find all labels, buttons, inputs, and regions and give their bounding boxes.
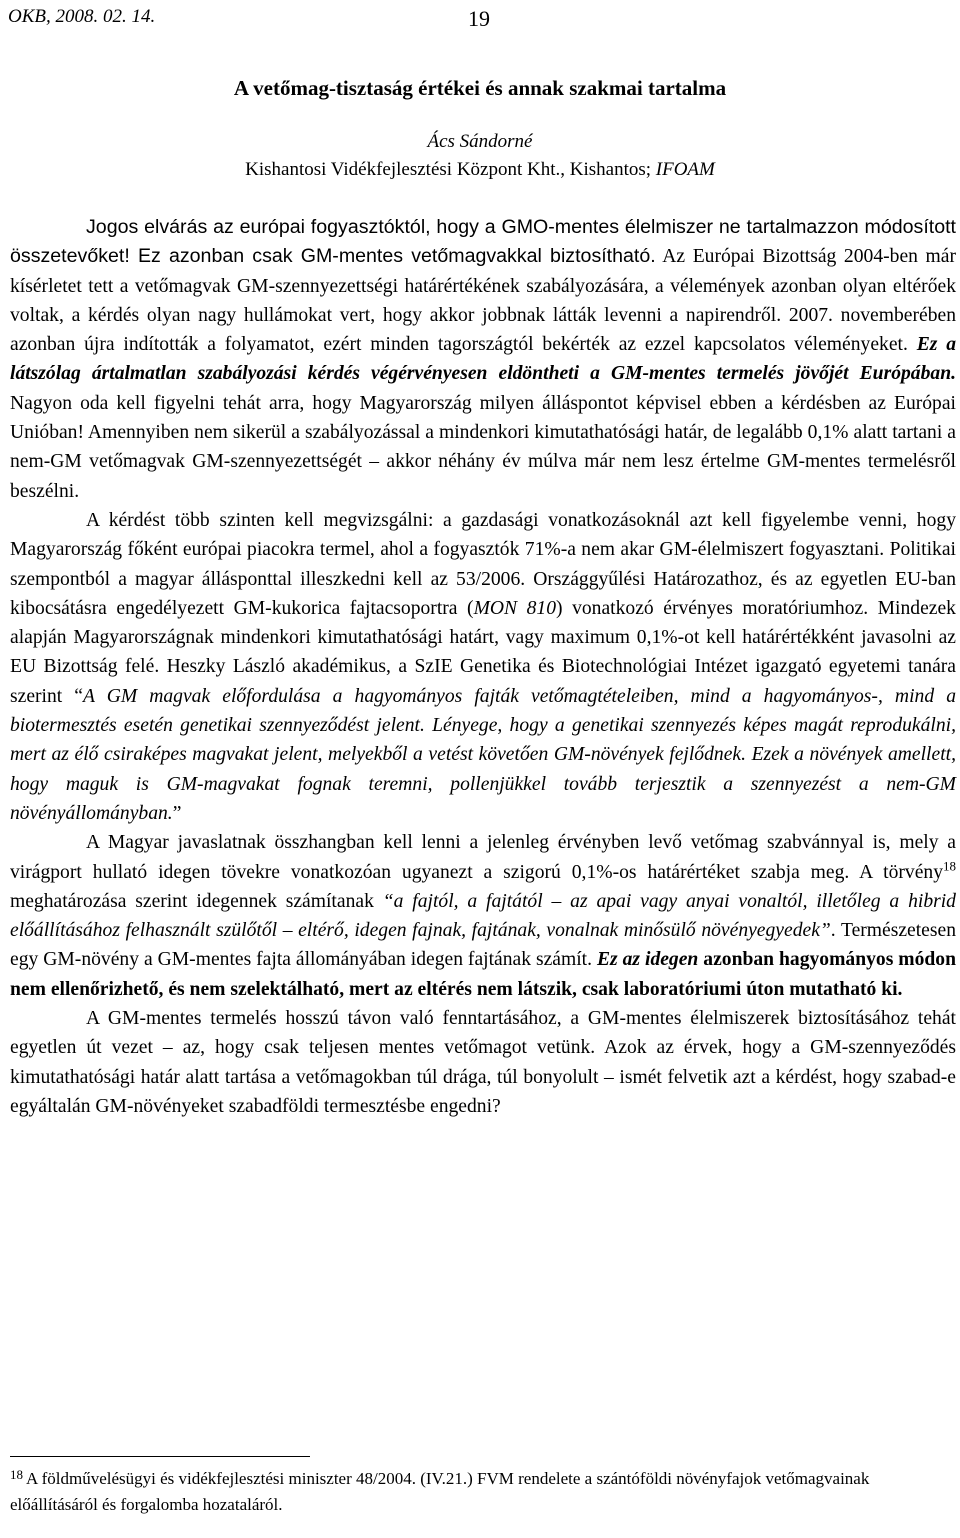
footnote-number: 18 [10, 1467, 23, 1482]
footnote-text [10, 1466, 956, 1518]
p3-text-a: A Magyar javaslatnak összhangban kell lenni a jelenleg érvényben levő vetőmag szabvánnyal is, mely a virágport hullató idegen tövekre vonatkozóan ugyanezt a szigorú 0,1%-os határértéket szabja meg. A törvény [10, 832, 956, 883]
p2-mon-italic: MON 810 [473, 597, 557, 619]
p2-quote: A GM magvak előfordulása a hagyományos fajták vetőmagtételeiben, mind a hagyományos-, mind a biotermesztés esetén genetikai szennyeződést jelent. Lényege, hogy a genetikai szennyezés képes magát reprodukálni, mert az élő csiraképes magvakat jelent, melyekből a vetést követően GM-növények fejlődnek. Ezek a növények amellett, hogy maguk is GM-magvakat fognak teremni, pollenjükkel tovább terjesztik a szennyezést a nem-GM növényállományban. [10, 685, 956, 824]
footnote-ref[interactable]: 18 [943, 858, 956, 873]
footnote-divider [10, 1456, 310, 1457]
affiliation-org: IFOAM [655, 159, 715, 180]
p1-text-b: Nagyon oda kell figyelni tehát arra, hogy Magyarország milyen álláspontot képvisel ebben a kérdésben az Európai Unióban! Amennyiben nem sikerül a szabályozással a mindenkori kimutathatósági határ, de legalább 0,1% alatt tartani a nem-GM vetőmagvak GM-szennyezettségét – akkor néhány év múlva már nem lesz értelme GM-mentes termelésről beszélni. [10, 392, 956, 502]
affiliation [0, 159, 960, 181]
p3-emphasis-b: azonban hagyományos módon nem ellenőrizhető, és nem szelektálható, mert az eltérés nem látszik, csak laboratóriumi úton mutatható ki. [10, 949, 956, 1000]
page-number: 19 [468, 6, 490, 31]
footnote-body: A földművelésügyi és vidékfejlesztési miniszter 48/2004. (IV.21.) FVM rendelete a szántóföldi növényfajok vetőmagvainak előállításáról és forgalomba hozataláról. [10, 1469, 870, 1514]
lead-sans-text: Jogos elvárás az európai fogyasztóktól, hogy a GMO-mentes élelmiszer ne tartalmazzon módosított összetevőket! Ez azonban csak GM-mentes vetőmagvakkal biztosítható. [10, 216, 956, 268]
p3-definition: “a fajtól, a fajtától – az apai vagy anyai vonaltól, illetőleg a hibrid előállításához felhasznált szülőtől – eltérő, idegen fajnak, fajtának, vonalnak minősülő növényegyedek” [10, 890, 956, 942]
p1-text-a: Az Európai Bizottság 2004-ben már kísérletet tett a vetőmagvak GM-szennyezettségi határértékének szabályozására, a vélemények azonban olyan eltérőek voltak, a kérdés olyan nagy hullámokat vert, hogy akkor jobbnak látták levenni a napirendről. 2007. novemberében azonban újra indították a folyamatot, ezért minden tagországtól bekérték az ezzel kapcsolatos véleményeket. [10, 246, 957, 356]
p1-emphasis: Ez a látszólag ártalmatlan szabályozási kérdés végérvényesen eldöntheti a GM-mentes termelés jövőjét Európában. [10, 334, 956, 385]
running-header: OKB, 2008. 02. 14. [8, 6, 156, 27]
p2-text-b: ) vonatkozó érvényes moratóriumhoz. Mindezek alapján Magyarországnak mindenkori kimutathatósági határt, vagy maximum 0,1%-ot kell határértékként javasolni az EU Bizottság felé. Heszky László akadémikus, a SzIE Genetika és Biotechnológiai Intézet igazgató egyetemi tanára szerint “ [10, 597, 956, 707]
p3-text-b: meghatározása szerint idegennek számítanak [10, 890, 383, 912]
p2-text-a: A kérdést több szinten kell megvizsgálni: a gazdasági vonatkozásoknál azt kell figyelembe venni, hogy Magyarország főként európai piacokra termel, ahol a fogyasztók 71%-a nem akar GM-élelmiszert fogyasztani. Politikai szempontból a magyar állásponttal illeszkedni kell az 53/2006. Országgyűlési Határozathoz, és az egyetlen EU-ban kibocsátásra engedélyezett GM-kukorica fajtacsoportra ( [10, 509, 956, 619]
author-name: Ács Sándorné [427, 131, 533, 152]
paragraph-2 [10, 506, 956, 828]
affiliation-text: Kishantosi Vidékfejlesztési Központ Kht., Kishantos; [245, 159, 652, 180]
p2-text-c: ” [172, 802, 182, 824]
paragraph-3 [10, 828, 956, 1004]
paragraph-4: A GM-mentes termelés hosszú távon való fenntartásához, a GM-mentes élelmiszerek biztosításához tehát egyetlen út vezet – az, hogy csak teljesen mentes vetőmagot vetünk. Azok az érvek, hogy a GM-szennyeződés kimutathatósági határ alatt tartása a vetőmagokban túl drága, túl bonyolult – ismét felvetik azt a kérdést, hogy szabad-e egyáltalán GM-növényeket szabadföldi termesztésbe engedni? [10, 1008, 956, 1117]
p3-text-c: . Természetesen egy GM-növény a GM-mentes fajta állományában idegen fajtának számít. [10, 920, 956, 971]
article-body [10, 213, 956, 1121]
p3-emphasis-a: Ez az idegen [596, 949, 699, 971]
page-title: A vetőmag-tisztaság értékei és annak szakmai tartalma [233, 76, 727, 100]
footnote [10, 1466, 956, 1518]
paragraph-1 [10, 213, 956, 506]
